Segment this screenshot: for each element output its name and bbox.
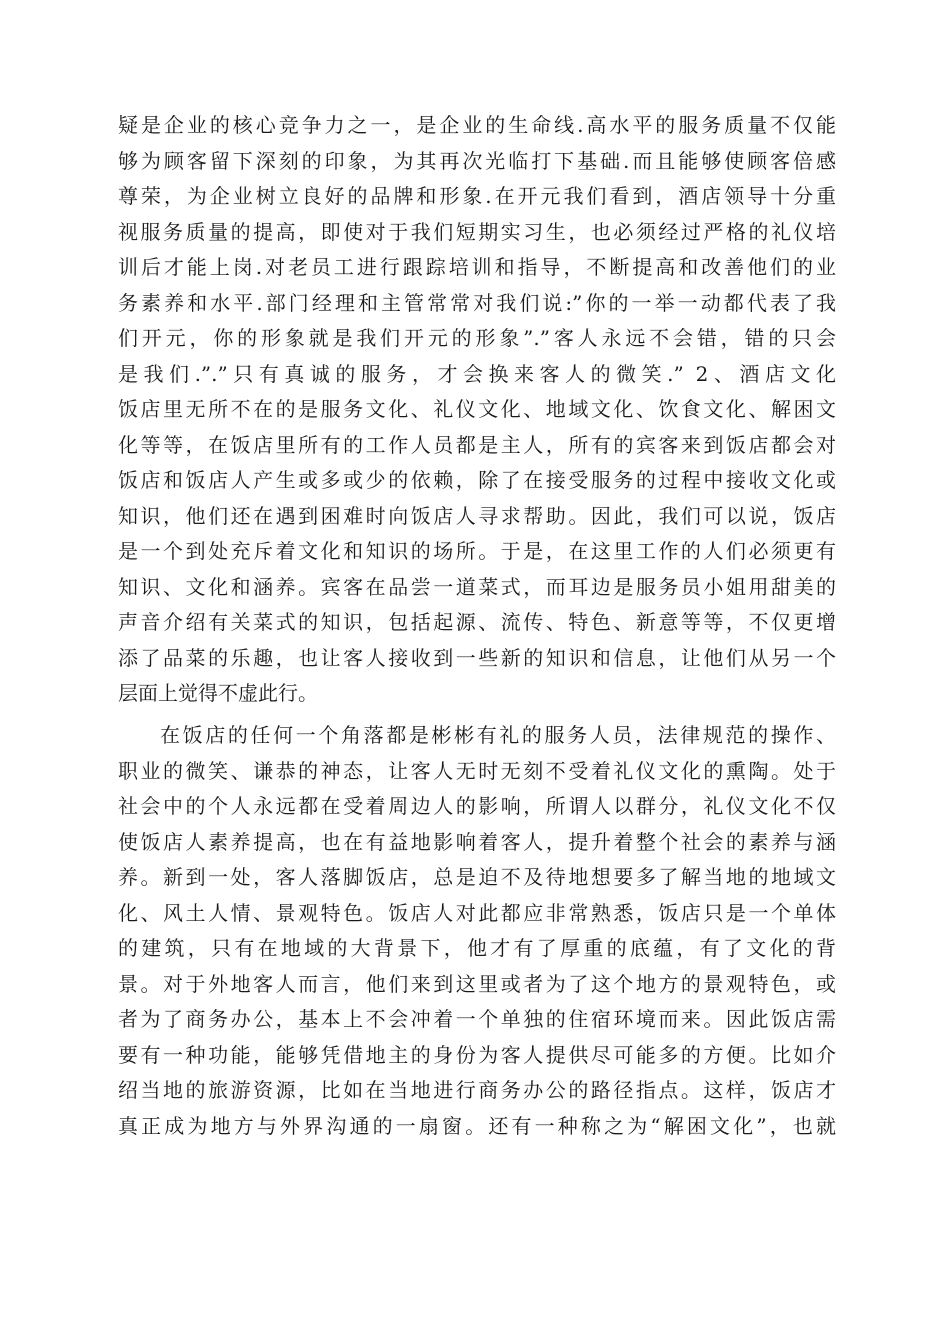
text-line: 的建筑，只有在地域的大背景下，他才有了厚重的底蕴，有了文化的背 bbox=[118, 936, 836, 960]
text-line: 们开元，你的形象就是我们开元的形象”.”客人永远不会错，错的只会 bbox=[118, 326, 836, 350]
text-line: 者为了商务办公，基本上不会冲着一个单独的住宿环境而来。因此饭店需 bbox=[118, 1007, 836, 1031]
text-line: 知识，他们还在遇到困难时向饭店人寻求帮助。因此，我们可以说，饭店 bbox=[118, 503, 836, 528]
text-line: 职业的微笑、谦恭的神态，让客人无时无刻不受着礼仪文化的熏陶。处于 bbox=[118, 758, 836, 783]
text-line: 层面上觉得不虚此行。 bbox=[118, 681, 318, 705]
paragraph-etiquette-culture bbox=[118, 718, 836, 1144]
text-line: 要有一种功能，能够凭借地主的身份为客人提供尽可能多的方便。比如介 bbox=[118, 1042, 836, 1067]
text-line: 声音介绍有关菜式的知识，包括起源、流传、特色、新意等等，不仅更增 bbox=[118, 610, 836, 634]
paragraph-hotel-culture bbox=[118, 108, 836, 712]
text-line: 使饭店人素养提高，也在有益地影响着客人，提升着整个社会的素养与涵 bbox=[118, 829, 836, 854]
text-line: 添了品菜的乐趣，也让客人接收到一些新的知识和信息，让他们从另一个 bbox=[118, 645, 836, 670]
text-line: 尊荣，为企业树立良好的品牌和形象.在开元我们看到，酒店领导十分重 bbox=[118, 184, 836, 208]
text-line: 务素养和水平.部门经理和主管常常对我们说:”你的一举一动都代表了我 bbox=[118, 290, 836, 315]
text-line: 化等等，在饭店里所有的工作人员都是主人，所有的宾客来到饭店都会对 bbox=[118, 432, 836, 457]
text-line: 疑是企业的核心竞争力之一，是企业的生命线.高水平的服务质量不仅能 bbox=[118, 113, 836, 137]
text-line: 是我们.”.”只有真诚的服务，才会换来客人的微笑.” 2、酒店文化 bbox=[118, 361, 836, 386]
text-line: 养。新到一处，客人落脚饭店，总是迫不及待地想要多了解当地的地域文 bbox=[118, 865, 836, 889]
text-line: 训后才能上岗.对老员工进行跟踪培训和指导，不断提高和改善他们的业 bbox=[118, 255, 836, 279]
text-line: 化、风土人情、景观特色。饭店人对此都应非常熟悉，饭店只是一个单体 bbox=[118, 900, 836, 925]
text-line: 绍当地的旅游资源，比如在当地进行商务办公的路径指点。这样，饭店才 bbox=[118, 1078, 836, 1102]
text-line: 饭店和饭店人产生或多或少的依赖，除了在接受服务的过程中接收文化或 bbox=[118, 468, 836, 492]
text-line: 景。对于外地客人而言，他们来到这里或者为了这个地方的景观特色，或 bbox=[118, 971, 836, 996]
text-line: 真正成为地方与外界沟通的一扇窗。还有一种称之为“解困文化”，也就 bbox=[118, 1113, 836, 1138]
text-line: 在饭店的任何一个角落都是彬彬有礼的服务人员，法律规范的操作、 bbox=[160, 723, 836, 747]
text-line: 社会中的个人永远都在受着周边人的影响，所谓人以群分，礼仪文化不仅 bbox=[118, 794, 836, 818]
text-line: 视服务质量的提高，即使对于我们短期实习生，也必须经过严格的礼仪培 bbox=[118, 219, 836, 244]
text-line: 够为顾客留下深刻的印象，为其再次光临打下基础.而且能够使顾客倍感 bbox=[118, 148, 836, 173]
text-line: 知识、文化和涵养。宾客在品尝一道菜式，而耳边是服务员小姐用甜美的 bbox=[118, 574, 836, 599]
text-line: 饭店里无所不在的是服务文化、礼仪文化、地域文化、饮食文化、解困文 bbox=[118, 397, 836, 421]
text-line: 是一个到处充斥着文化和知识的场所。于是，在这里工作的人们必须更有 bbox=[118, 539, 836, 563]
